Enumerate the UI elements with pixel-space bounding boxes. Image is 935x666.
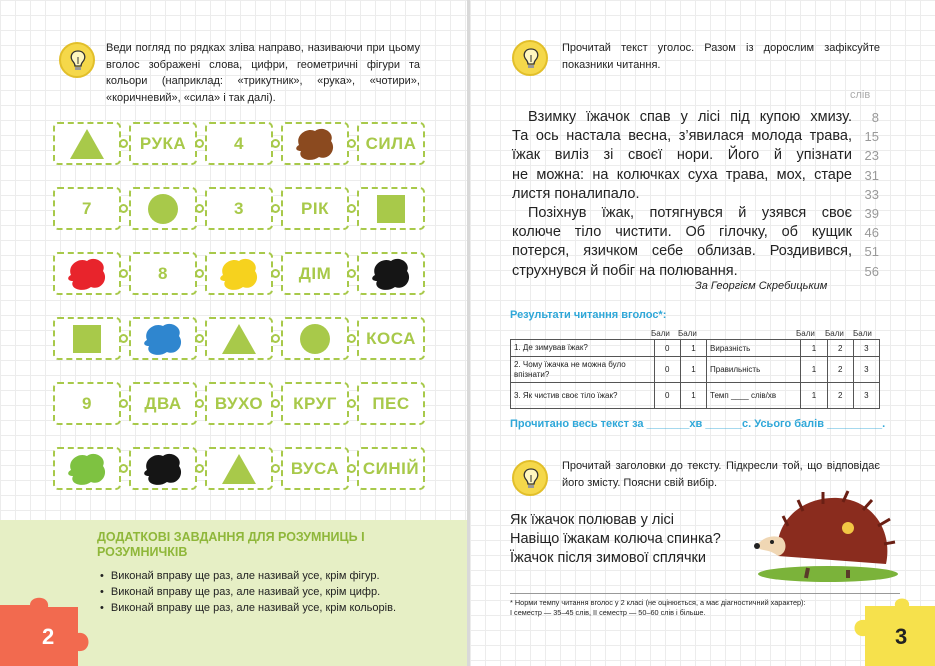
grid-cell [205,447,273,490]
extra-task-item: • Виконай вправу ще раз, але називай усе, крім кольорів. [100,600,396,616]
grid-cell [281,382,349,425]
question-cell: 2. Чому їжачка не можна було впізнати? [511,357,655,383]
cell-connector [119,204,128,213]
score-header: Бали [796,329,815,338]
score-cell[interactable]: 1 [680,340,706,357]
grid-cell [129,187,197,230]
reading-line: листя поналипало. [512,185,640,202]
author-credit: За Георгієм Скребицьким [695,280,828,292]
cell-connector [119,399,128,408]
cell-connector [271,139,280,148]
word-count: 8 [871,110,879,125]
title-option[interactable]: Їжачок після зимової сплячки [510,550,706,566]
title-option[interactable]: Як їжачок полював у лісі [510,512,675,528]
grid-cell [53,122,121,165]
instruction-text: Прочитай заголовки до тексту. Підкресли той, що відповідає його змісту. Поясни свій вибір. [562,460,880,489]
footnote [510,593,900,618]
grid-cell-text: КОСА [366,328,416,348]
word-count: 15 [864,129,879,145]
words-column-label: слів [850,89,871,101]
results-title: Результати читання вголос*: [510,309,667,321]
word-count: 33 [864,186,879,202]
cell-connector [347,204,356,213]
word-count: 39 [864,206,879,222]
triangle-shape [221,452,257,486]
hedgehog-illustration [748,486,898,586]
cell-connector [119,269,128,278]
score-cell[interactable]: 1 [801,340,827,357]
reading-line: Взимку їжачок спав у лісі під купою хмизу. [528,109,852,125]
grid-cell [53,252,121,295]
grid-cell-text: РУКА [139,133,187,153]
grid-cell [205,187,273,230]
grid-cell-text: ВУХО [214,393,264,413]
score-cell[interactable]: 1 [680,357,706,383]
color-blot [65,450,109,488]
reading-line: Позіхнув їжак, потягнувся й узявся своє [528,205,852,222]
table-row [511,357,880,383]
grid-cell [205,317,273,360]
title-option[interactable]: Навіщо їжакам колюча спинка? [510,531,721,547]
cell-connector [195,334,204,343]
puzzle-piece-icon [845,596,935,666]
extra-tasks-title: ДОДАТКОВІ ЗАВДАННЯ ДЛЯ РОЗУМНИЦЬ І РОЗУМНИЧКІВ [97,530,365,559]
grid-cell-text: 8 [158,263,168,283]
square-shape [69,322,105,356]
score-cell[interactable]: 3 [853,340,879,357]
cell-connector [195,269,204,278]
word-count: 51 [864,244,879,260]
score-cell[interactable]: 1 [801,357,827,383]
cell-connector [119,334,128,343]
grid-cell [205,252,273,295]
lightbulb-icon [512,460,548,496]
grid-cell-text: РІК [301,198,329,218]
cell-connector [195,204,204,213]
lightbulb-icon [512,40,548,76]
criterion-cell: Виразність [707,340,801,357]
grid-cell [129,317,197,360]
cell-connector [271,269,280,278]
question-cell: 3. Як чистив своє тіло їжак? [511,383,655,409]
reading-line: колюче тіло чистити. Об гілочку, об кущик [512,224,852,241]
score-cell[interactable]: 0 [654,340,680,357]
grid-cell [357,122,425,165]
grid-cell-text: ДВА [144,393,182,413]
grid-cell-text: КРУГ [293,393,337,413]
reading-line: потерся, язичком себе облизав. Роздивився, [512,243,852,260]
color-blot [65,255,109,293]
footnote-line: I семестр — 35–45 слів, II семестр — 50–60 слів і більше. [510,608,706,617]
triangle-shape [69,127,105,161]
grid-cell [357,447,425,490]
grid-cell [205,382,273,425]
question-cell: 1. Де зимував їжак? [511,340,655,357]
extra-tasks-list [100,568,396,616]
cell-connector [195,139,204,148]
grid-cell [53,382,121,425]
grid-cell-text: ПЕС [372,393,410,413]
reading-text [512,108,852,281]
table-row [511,383,880,409]
instruction-text: Веди погляд по рядках зліва направо, називаючи при цьому вголос зображені слова, цифри, геометричні фігури та кольори (наприклад: «трикутник», «рука», «чотири», «коричневий», «сила» і так далі). [106,42,420,104]
cell-connector [195,399,204,408]
color-blot [141,320,185,358]
color-blot [217,255,261,293]
score-cell[interactable]: 3 [853,357,879,383]
grid-cell [129,447,197,490]
color-blot [293,125,337,163]
triangle-shape [221,322,257,356]
cell-connector [347,269,356,278]
grid-cell [129,252,197,295]
cell-connector [347,139,356,148]
grid-cell [53,447,121,490]
grid-cell-text: 4 [234,133,244,153]
reading-line: Та ось настала весна, з’явилася молода трава, [512,128,852,145]
color-blot [369,255,413,293]
grid-cell [53,317,121,360]
grid-cell [129,122,197,165]
reading-time-line[interactable]: Прочитано весь текст за _______хв ______с. Усього балів _________. [510,418,886,430]
score-cell[interactable]: 0 [654,357,680,383]
score-header: Бали [825,329,844,338]
criterion-cell: Правильність [707,357,801,383]
word-count: 56 [864,263,879,279]
score-cell[interactable]: 0 [654,383,680,409]
grid-cell [357,252,425,295]
cell-connector [347,399,356,408]
left-page [0,0,467,666]
score-cell[interactable]: 3 [853,383,879,409]
extra-task-item: • Виконай вправу ще раз, але називай усе, крім цифр. [100,584,396,600]
grid-cell [205,122,273,165]
cell-connector [271,334,280,343]
page-number: 2 [42,624,55,649]
grid-cell-text: ДІМ [298,263,332,283]
grid-cell-text: 3 [234,198,244,218]
grid-cell [281,122,349,165]
cell-connector [271,464,280,473]
score-cell[interactable]: 1 [801,383,827,409]
word-count: 46 [864,225,879,241]
right-page [470,0,935,666]
grid-cell [53,187,121,230]
reading-line: не можна: на колючках суха трава, мох, старе [512,166,852,183]
color-blot [141,450,185,488]
grid-cell [129,382,197,425]
grid-cell [281,252,349,295]
grid-cell [281,187,349,230]
score-cell[interactable]: 2 [827,340,853,357]
lightbulb-icon [59,42,95,78]
grid-cell-text: 9 [82,393,92,413]
grid-cell-text: ВУСА [290,458,340,478]
score-header: Бали [853,329,872,338]
extra-tasks-panel [0,520,467,666]
criterion-cell: Темп ____ слів/хв [707,383,801,409]
grid-cell-text: СИНІЙ [362,458,420,478]
grid-cell [357,187,425,230]
results-table [510,339,880,409]
reading-line: струхнувся й побіг на полювання. [512,262,738,279]
score-cell[interactable]: 2 [827,383,853,409]
word-counts [859,108,879,281]
footnote-line: * Норми темпу читання вголос у 2 класі (не оцінюється, а має діагностичний характер): [510,598,806,607]
cell-connector [119,139,128,148]
grid-cell [357,382,425,425]
score-cell[interactable]: 2 [827,357,853,383]
square-shape [373,192,409,226]
extra-task-item: • Виконай вправу ще раз, але називай усе, крім фігур. [100,568,396,584]
grid-cell [281,317,349,360]
score-cell[interactable]: 1 [680,383,706,409]
cell-connector [195,464,204,473]
grid-cell-text: СИЛА [365,133,417,153]
grid-cell-text: 7 [82,198,92,218]
cell-connector [347,464,356,473]
page-number: 3 [895,624,908,649]
word-count: 23 [864,148,879,164]
cell-connector [119,464,128,473]
circle-shape [145,192,181,226]
reading-line: їжак виліз зі своєї нори. Його й упізнати [512,147,852,164]
table-row [511,340,880,357]
cell-connector [347,334,356,343]
cell-connector [271,204,280,213]
score-header: Бали [678,329,697,338]
instruction-text: Прочитай текст уголос. Разом із дорослим зафіксуйте показники читання. [562,42,880,71]
score-header: Бали [651,329,670,338]
grid-cell [357,317,425,360]
circle-shape [297,322,333,356]
cell-connector [271,399,280,408]
grid-cell [281,447,349,490]
title-options [510,511,721,568]
word-count: 31 [864,167,879,183]
